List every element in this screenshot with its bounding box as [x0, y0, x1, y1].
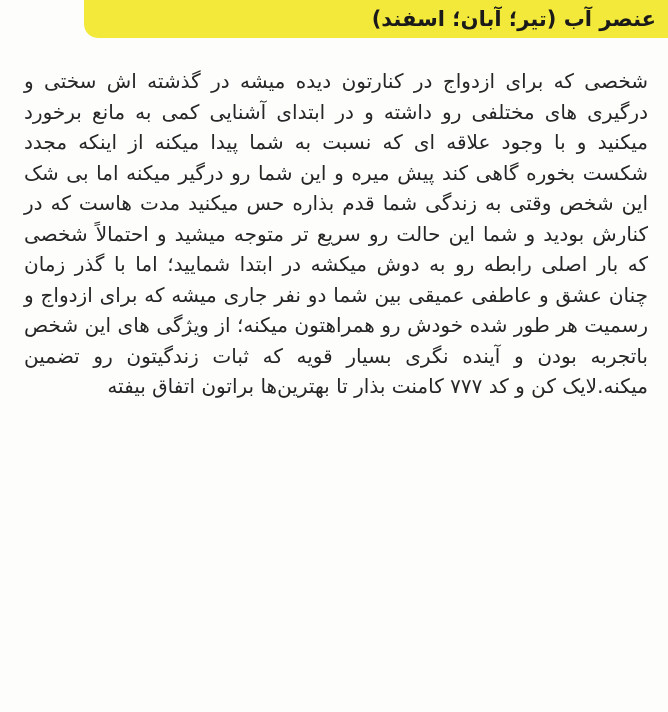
- title-banner: [84, 0, 668, 38]
- body-paragraph: شخصی که برای ازدواج در کنارتون دیده میشه در گذشته اش سختی و درگیری های مختلفی رو داشته و در ابتدای آشنایی کمی به مانع برخورد میکنید و با وجود علاقه ای که نسبت به شما پیدا میکنه از اینکه مجدد شکست بخوره گاهی کند پیش میره و این شما رو درگیر میکنه اما بی شک این شخص وقتی به زندگی شما قدم بذاره حس میکنید مدت هاست که در کنارش بودید و شما این حالت رو سریع تر متوجه میشید و احتمالاً شخصی که بار اصلی رابطه رو به دوش میکشه در ابتدا شمایید؛ اما با گذر زمان چنان عشق و عاطفی عمیقی بین شما دو نفر جاری میشه که برای ازدواج و رسمیت هر طور شده خودش رو همراهتون میکنه؛ از ویژگی های این شخص باتجربه بودن و آینده نگری بسیار قویه که ثبات زندگیتون رو تضمین میکنه.لایک کن و کد ۷۷۷ کامنت بذار تا بهترین‌ها براتون اتفاق بیفته: [24, 69, 648, 398]
- page-title: عنصر آب (تیر؛ آبان؛ اسفند): [371, 7, 656, 31]
